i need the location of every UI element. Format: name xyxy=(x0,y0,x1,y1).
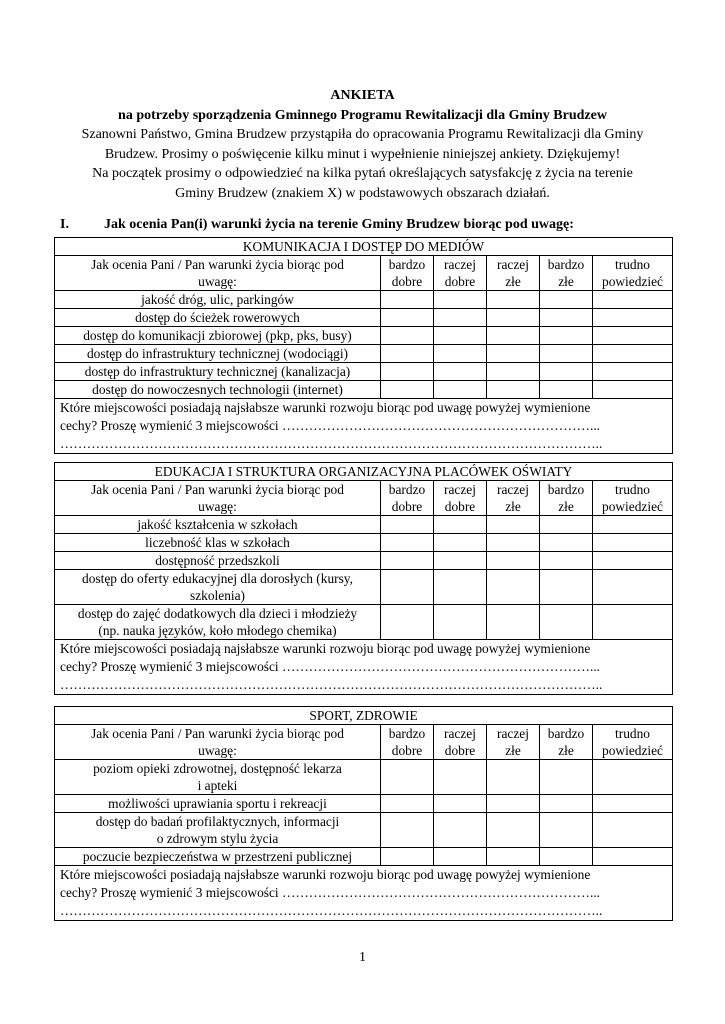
survey-title: ANKIETA xyxy=(330,88,395,103)
answer-cell-trudno-powiedziec[interactable] xyxy=(593,534,673,552)
col-trudno-powiedziec-label-line: trudno xyxy=(615,726,651,741)
answer-cell-raczej-zle[interactable] xyxy=(487,381,540,399)
answer-cell-raczej-zle[interactable] xyxy=(487,605,540,640)
col-trudno-powiedziec-header xyxy=(593,481,673,516)
col-bardzo-dobre-label-line: bardzo xyxy=(388,257,426,272)
col-raczej-zle-label-line: złe xyxy=(505,743,521,758)
table-title: SPORT, ZDROWIE xyxy=(55,707,673,725)
row-label xyxy=(55,291,381,309)
table-footer-row xyxy=(55,399,673,454)
row-label xyxy=(55,795,381,813)
localities-question-line: Które miejscowości posiadają najsłabsze warunki rozwoju biorąc pod uwagę powyżej wymienione xyxy=(60,867,591,882)
col-trudno-powiedziec-label-line: trudno xyxy=(615,257,650,272)
question-header-line: Jak ocenia Pani / Pan warunki życia biorąc pod xyxy=(91,257,344,272)
answer-cell-raczej-zle[interactable] xyxy=(487,795,540,813)
row-label xyxy=(55,570,381,605)
answer-cell-raczej-dobre[interactable] xyxy=(434,363,487,381)
row-label-line: dostęp do zajęć dodatkowych dla dzieci i młodzieży xyxy=(77,606,358,621)
col-bardzo-zle-label-line: bardzo xyxy=(547,482,585,497)
col-trudno-powiedziec-label-line: powiedzieć xyxy=(602,499,663,514)
col-bardzo-zle-label-line: złe xyxy=(558,499,574,514)
answer-cell-raczej-zle[interactable] xyxy=(487,363,540,381)
answer-cell-raczej-dobre[interactable] xyxy=(434,381,487,399)
answer-cell-trudno-powiedziec[interactable] xyxy=(593,363,673,381)
table-row xyxy=(55,552,673,570)
answer-cell-bardzo-dobre[interactable] xyxy=(381,516,434,534)
answer-cell-raczej-dobre[interactable] xyxy=(434,605,487,640)
answer-cell-bardzo-zle[interactable] xyxy=(540,760,593,795)
answer-cell-raczej-zle[interactable] xyxy=(487,291,540,309)
answer-cell-bardzo-dobre[interactable] xyxy=(381,291,434,309)
answer-cell-trudno-powiedziec[interactable] xyxy=(593,327,673,345)
col-bardzo-zle-header xyxy=(540,481,593,516)
table-row xyxy=(55,534,673,552)
localities-question[interactable] xyxy=(55,399,673,454)
row-label-line: poczucie bezpieczeństwa w przestrzeni publicznej xyxy=(82,849,353,864)
answer-cell-raczej-dobre[interactable] xyxy=(434,309,487,327)
answer-cell-trudno-powiedziec[interactable] xyxy=(593,795,673,813)
localities-answer-line: ………………………………………………………………………………………………………….. xyxy=(60,903,603,918)
col-bardzo-zle-header xyxy=(540,256,593,291)
col-trudno-powiedziec-header xyxy=(593,725,673,760)
localities-answer-line: ………………………………………………………………………………………………………….. xyxy=(60,677,603,692)
col-raczej-zle-header xyxy=(487,256,540,291)
question-header-line: uwagę: xyxy=(198,274,237,289)
row-label xyxy=(55,381,381,399)
answer-cell-trudno-powiedziec[interactable] xyxy=(593,291,673,309)
answer-cell-raczej-zle[interactable] xyxy=(487,327,540,345)
row-label xyxy=(55,605,381,640)
col-bardzo-dobre-label-line: dobre xyxy=(391,743,423,758)
col-raczej-zle-header xyxy=(487,725,540,760)
row-label xyxy=(55,345,381,363)
row-label-line: dostęp do nowoczesnych technologii (internet) xyxy=(92,382,343,397)
answer-cell-bardzo-dobre[interactable] xyxy=(381,795,434,813)
row-label xyxy=(55,760,381,795)
table-title-row xyxy=(55,238,673,256)
answer-cell-bardzo-zle[interactable] xyxy=(540,848,593,866)
col-trudno-powiedziec-label-line: trudno xyxy=(615,482,650,497)
table-row xyxy=(55,345,673,363)
row-label xyxy=(55,848,381,866)
question-header-line: Jak ocenia Pani / Pan warunki życia biorąc pod xyxy=(91,482,344,497)
answer-cell-bardzo-dobre[interactable] xyxy=(381,605,434,640)
answer-cell-bardzo-dobre[interactable] xyxy=(381,848,434,866)
answer-cell-raczej-dobre[interactable] xyxy=(434,516,487,534)
answer-cell-raczej-zle[interactable] xyxy=(487,848,540,866)
table-row xyxy=(55,381,673,399)
col-bardzo-zle-label-line: bardzo xyxy=(547,257,585,272)
survey-table xyxy=(54,462,673,695)
localities-question-line: Które miejscowości posiadają najsłabsze warunki rozwoju biorąc pod uwagę powyżej wymienione xyxy=(60,400,591,415)
question-header xyxy=(55,725,381,760)
answer-cell-bardzo-zle[interactable] xyxy=(540,381,593,399)
col-raczej-dobre-label-line: raczej xyxy=(444,482,476,497)
answer-cell-bardzo-dobre[interactable] xyxy=(381,552,434,570)
page-number: 1 xyxy=(359,950,366,965)
table-title: EDUKACJA I STRUKTURA ORGANIZACYJNA PLACÓWEK OŚWIATY xyxy=(55,463,673,481)
col-bardzo-dobre-header xyxy=(381,481,434,516)
col-raczej-zle-label-line: raczej xyxy=(497,257,529,272)
col-bardzo-dobre-header xyxy=(381,725,434,760)
answer-cell-raczej-zle[interactable] xyxy=(487,760,540,795)
question-header-line: Jak ocenia Pani / Pan warunki życia biorąc pod xyxy=(91,726,344,741)
table-row xyxy=(55,813,673,848)
table-row xyxy=(55,291,673,309)
row-label xyxy=(55,813,381,848)
table-row xyxy=(55,363,673,381)
col-raczej-dobre-label-line: dobre xyxy=(444,274,476,289)
row-label-line: o zdrowym stylu życia xyxy=(156,831,279,846)
section-heading xyxy=(60,216,680,234)
table-row xyxy=(55,327,673,345)
answer-cell-raczej-zle[interactable] xyxy=(487,552,540,570)
answer-cell-bardzo-dobre[interactable] xyxy=(381,327,434,345)
table-header-row xyxy=(55,256,673,291)
row-label-line: (np. nauka języków, koło młodego chemika) xyxy=(98,623,337,638)
intro-line-3: Na początek prosimy o odpowiedzieć na kilka pytań określających satysfakcję z życia na terenie xyxy=(92,166,633,181)
answer-cell-bardzo-zle[interactable] xyxy=(540,516,593,534)
answer-cell-trudno-powiedziec[interactable] xyxy=(593,813,673,848)
row-label xyxy=(55,309,381,327)
localities-answer-line: ………………………………………………………………………………………………………….. xyxy=(60,436,603,451)
col-raczej-zle-label-line: raczej xyxy=(497,726,529,741)
answer-cell-bardzo-dobre[interactable] xyxy=(381,381,434,399)
question-header xyxy=(55,256,381,291)
table-row xyxy=(55,570,673,605)
question-header xyxy=(55,481,381,516)
answer-cell-raczej-dobre[interactable] xyxy=(434,345,487,363)
answer-cell-trudno-powiedziec[interactable] xyxy=(593,848,673,866)
survey-table xyxy=(54,706,673,921)
table-row xyxy=(55,848,673,866)
row-label xyxy=(55,552,381,570)
col-raczej-zle-header xyxy=(487,481,540,516)
answer-cell-trudno-powiedziec[interactable] xyxy=(593,381,673,399)
answer-cell-bardzo-zle[interactable] xyxy=(540,309,593,327)
col-bardzo-dobre-header xyxy=(381,256,434,291)
answer-cell-bardzo-zle[interactable] xyxy=(540,363,593,381)
answer-cell-raczej-dobre[interactable] xyxy=(434,813,487,848)
answer-cell-bardzo-dobre[interactable] xyxy=(381,813,434,848)
table-footer-row xyxy=(55,640,673,695)
table-header-row xyxy=(55,481,673,516)
row-label-line: szkolenia) xyxy=(189,588,246,603)
answer-cell-bardzo-zle[interactable] xyxy=(540,813,593,848)
table-row xyxy=(55,795,673,813)
table-title: KOMUNIKACJA I DOSTĘP DO MEDIÓW xyxy=(55,238,673,256)
section-number: I. xyxy=(60,217,69,232)
section-title: Jak ocenia Pan(i) warunki życia na terenie Gminy Brudzew biorąc pod uwagę: xyxy=(104,217,574,232)
row-label-line: dostęp do infrastruktury technicznej (kanalizacja) xyxy=(84,364,351,379)
col-raczej-dobre-label-line: raczej xyxy=(444,726,476,741)
answer-cell-raczej-dobre[interactable] xyxy=(434,848,487,866)
col-trudno-powiedziec-header xyxy=(593,256,673,291)
answer-cell-bardzo-dobre[interactable] xyxy=(381,309,434,327)
answer-cell-bardzo-dobre[interactable] xyxy=(381,363,434,381)
answer-cell-trudno-powiedziec[interactable] xyxy=(593,552,673,570)
col-bardzo-zle-label-line: bardzo xyxy=(547,726,585,741)
answer-cell-raczej-zle[interactable] xyxy=(487,309,540,327)
table-row xyxy=(55,309,673,327)
table-row xyxy=(55,605,673,640)
table-row xyxy=(55,516,673,534)
answer-cell-bardzo-zle[interactable] xyxy=(540,534,593,552)
row-label-line: dostęp do badań profilaktycznych, informacji xyxy=(95,814,340,829)
row-label xyxy=(55,327,381,345)
row-label-line: i apteki xyxy=(197,778,238,793)
survey-header xyxy=(40,86,685,203)
answer-cell-raczej-zle[interactable] xyxy=(487,516,540,534)
answer-cell-bardzo-zle[interactable] xyxy=(540,795,593,813)
answer-cell-raczej-dobre[interactable] xyxy=(434,291,487,309)
intro-line-4: Gminy Brudzew (znakiem X) w podstawowych obszarach działań. xyxy=(175,185,550,201)
intro-line-1: Szanowni Państwo, Gmina Brudzew przystąpiła do opracowania Programu Rewitalizacji dla Gminy xyxy=(81,127,644,142)
answer-cell-trudno-powiedziec[interactable] xyxy=(593,760,673,795)
row-label xyxy=(55,363,381,381)
answer-cell-bardzo-zle[interactable] xyxy=(540,327,593,345)
question-header-line: uwagę: xyxy=(198,499,237,514)
row-label xyxy=(55,516,381,534)
col-raczej-dobre-label-line: dobre xyxy=(444,743,476,758)
col-bardzo-dobre-label-line: dobre xyxy=(391,499,423,514)
col-raczej-zle-label-line: złe xyxy=(505,499,521,514)
localities-question[interactable] xyxy=(55,866,673,921)
col-bardzo-zle-label-line: złe xyxy=(558,743,574,758)
row-label-line: dostęp do infrastruktury technicznej (wodociągi) xyxy=(86,346,349,361)
table-footer-row xyxy=(55,866,673,921)
table-title-row xyxy=(55,463,673,481)
row-label-line: dostęp do ścieżek rowerowych xyxy=(135,310,300,325)
answer-cell-bardzo-dobre[interactable] xyxy=(381,570,434,605)
answer-cell-raczej-dobre[interactable] xyxy=(434,760,487,795)
table-header-row xyxy=(55,725,673,760)
col-bardzo-zle-header xyxy=(540,725,593,760)
survey-table xyxy=(54,237,673,454)
col-raczej-dobre-label-line: dobre xyxy=(444,499,476,514)
col-raczej-zle-label-line: złe xyxy=(505,274,521,289)
answer-cell-trudno-powiedziec[interactable] xyxy=(593,309,673,327)
col-bardzo-dobre-label-line: bardzo xyxy=(388,482,426,497)
answer-cell-bardzo-zle[interactable] xyxy=(540,291,593,309)
answer-cell-bardzo-zle[interactable] xyxy=(540,345,593,363)
answer-cell-bardzo-dobre[interactable] xyxy=(381,345,434,363)
row-label-line: dostęp do oferty edukacyjnej dla dorosłych (kursy, xyxy=(82,571,353,586)
answer-cell-bardzo-zle[interactable] xyxy=(540,552,593,570)
col-raczej-zle-label-line: raczej xyxy=(497,482,529,497)
col-bardzo-zle-label-line: złe xyxy=(558,274,574,289)
table-title-row xyxy=(55,707,673,725)
col-trudno-powiedziec-label-line: powiedzieć xyxy=(602,743,664,758)
answer-cell-raczej-dobre[interactable] xyxy=(434,552,487,570)
survey-subtitle: na potrzeby sporządzenia Gminnego Programu Rewitalizacji dla Gminy Brudzew xyxy=(118,107,607,123)
answer-cell-bardzo-dobre[interactable] xyxy=(381,534,434,552)
answer-cell-trudno-powiedziec[interactable] xyxy=(593,516,673,534)
row-label-line: poziom opieki zdrowotnej, dostępność lekarza xyxy=(93,761,342,776)
answer-cell-raczej-zle[interactable] xyxy=(487,345,540,363)
col-raczej-dobre-header xyxy=(434,725,487,760)
col-raczej-dobre-header xyxy=(434,481,487,516)
answer-cell-raczej-zle[interactable] xyxy=(487,813,540,848)
row-label xyxy=(55,534,381,552)
intro-line-2: Brudzew. Prosimy o poświęcenie kilku minut i wypełnienie niniejszej ankiety. Dziękujemy! xyxy=(104,146,621,162)
col-trudno-powiedziec-label-line: powiedzieć xyxy=(602,274,663,289)
answer-cell-bardzo-dobre[interactable] xyxy=(381,760,434,795)
answer-cell-raczej-dobre[interactable] xyxy=(434,795,487,813)
col-raczej-dobre-header xyxy=(434,256,487,291)
row-label-line: jakość kształcenia w szkołach xyxy=(137,517,298,532)
localities-question-line: cechy? Proszę wymienić 3 miejscowości ……………………………………………………………... xyxy=(60,659,601,674)
row-label-line: możliwości uprawiania sportu i rekreacji xyxy=(108,796,327,811)
col-bardzo-dobre-label-line: dobre xyxy=(391,274,423,289)
question-header-line: uwagę: xyxy=(198,743,237,758)
localities-question-line: Które miejscowości posiadają najsłabsze warunki rozwoju biorąc pod uwagę powyżej wymienione xyxy=(60,641,591,656)
table-row xyxy=(55,760,673,795)
localities-question-line: cechy? Proszę wymienić 3 miejscowości ……………………………………………………………... xyxy=(60,885,601,900)
answer-cell-trudno-powiedziec[interactable] xyxy=(593,345,673,363)
answer-cell-trudno-powiedziec[interactable] xyxy=(593,570,673,605)
row-label-line: dostępność przedszkoli xyxy=(155,553,280,568)
col-bardzo-dobre-label-line: bardzo xyxy=(388,726,426,741)
answer-cell-raczej-dobre[interactable] xyxy=(434,327,487,345)
row-label-line: liczebność klas w szkołach xyxy=(145,535,290,550)
localities-question[interactable] xyxy=(55,640,673,695)
localities-question-line: cechy? Proszę wymienić 3 miejscowości ……………………………………………………………... xyxy=(60,418,601,433)
row-label-line: dostęp do komunikacji zbiorowej (pkp, pks, busy) xyxy=(83,328,352,343)
answer-cell-raczej-zle[interactable] xyxy=(487,534,540,552)
answer-cell-trudno-powiedziec[interactable] xyxy=(593,605,673,640)
answer-cell-raczej-dobre[interactable] xyxy=(434,570,487,605)
col-raczej-dobre-label-line: raczej xyxy=(444,257,476,272)
answer-cell-bardzo-zle[interactable] xyxy=(540,570,593,605)
answer-cell-bardzo-zle[interactable] xyxy=(540,605,593,640)
row-label-line: jakość dróg, ulic, parkingów xyxy=(141,292,294,307)
answer-cell-raczej-dobre[interactable] xyxy=(434,534,487,552)
answer-cell-raczej-zle[interactable] xyxy=(487,570,540,605)
